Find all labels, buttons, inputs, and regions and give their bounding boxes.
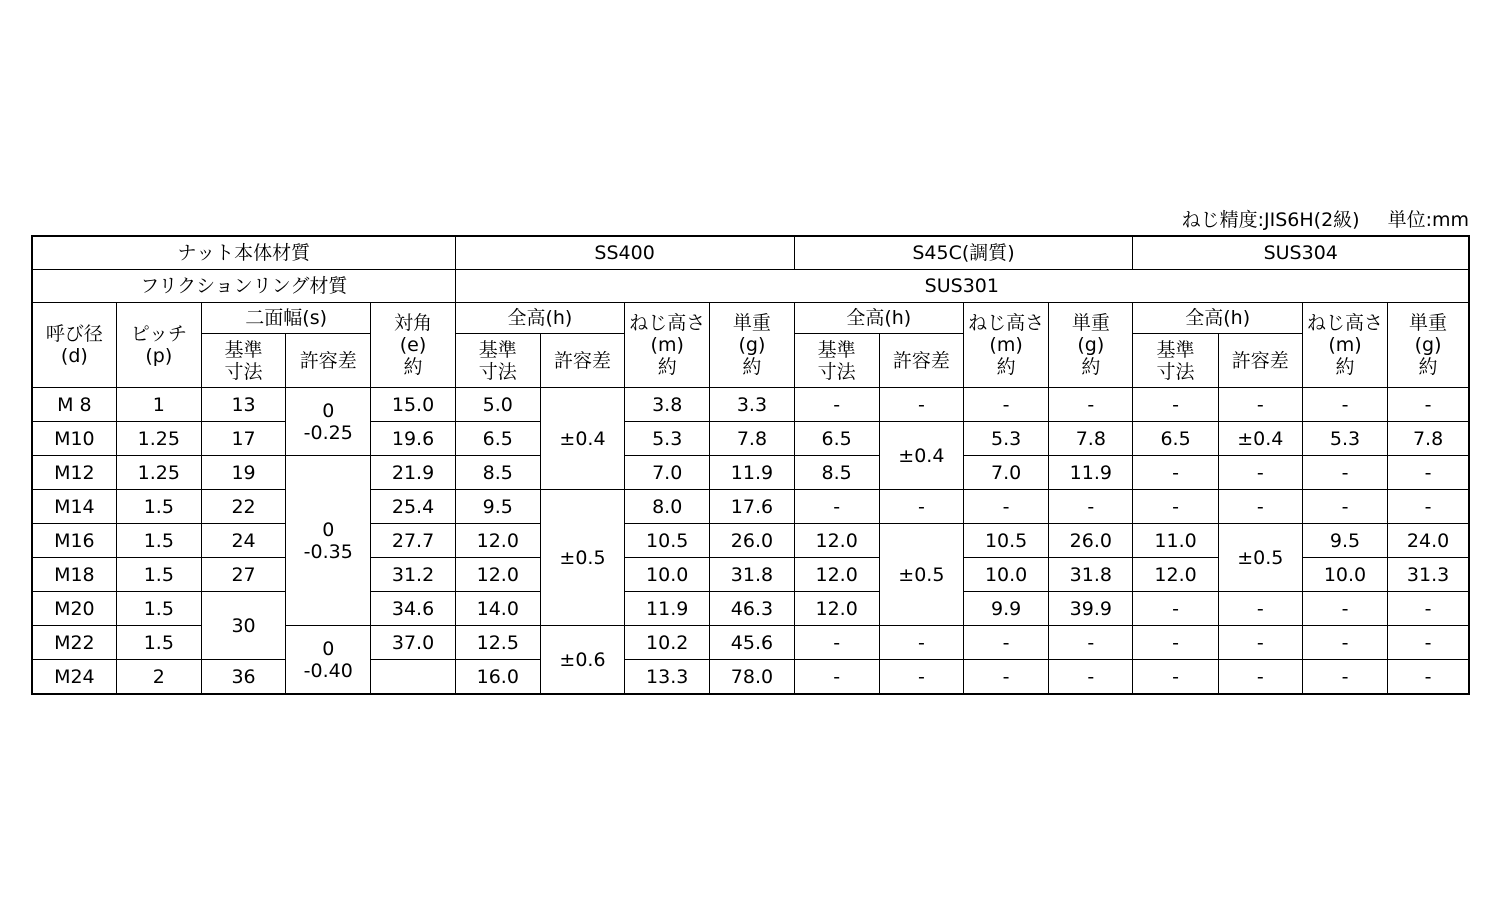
ss400-height-base-header: 基準 寸法: [455, 334, 540, 388]
ss400-height-cell: 6.5: [455, 422, 540, 456]
nominal-cell: M16: [32, 524, 116, 558]
ss400-thread-height-cell: 11.9: [625, 592, 710, 626]
ss400-height-cell: 12.0: [455, 524, 540, 558]
s45c-weight-cell: -: [1049, 660, 1133, 695]
sus304-height-tolerance-cell: ±0.4: [1218, 422, 1302, 456]
s45c-height-cell: -: [794, 626, 879, 660]
sus304-height-cell: -: [1133, 660, 1218, 695]
material-header-row: [32, 236, 1469, 270]
sus304-height-tolerance-cell: -: [1218, 660, 1302, 695]
ss400-height-tolerance-cell: ±0.6: [540, 626, 624, 695]
width-across-flats-header: 二面幅(s): [201, 303, 370, 334]
width-cell: 13: [201, 388, 285, 422]
nominal-diameter-header: 呼び径 (d): [32, 303, 116, 388]
sus304-thread-height-header: ねじ高さ (m) 約: [1302, 303, 1387, 388]
sus304-weight-cell: 31.3: [1388, 558, 1469, 592]
pitch-cell: 1.25: [116, 422, 201, 456]
ss400-height-cell: 12.5: [455, 626, 540, 660]
table-row: [32, 660, 1469, 695]
ss400-height-tolerance-cell: ±0.4: [540, 388, 624, 490]
column-header-row: [32, 303, 1469, 334]
ss400-weight-cell: 7.8: [710, 422, 794, 456]
ss400-weight-cell: 78.0: [710, 660, 794, 695]
ss400-weight-cell: 45.6: [710, 626, 794, 660]
material-ss400: SS400: [455, 236, 794, 270]
sus304-height-tolerance-cell: -: [1218, 388, 1302, 422]
s45c-height-cell: 8.5: [794, 456, 879, 490]
table-row: [32, 422, 1469, 456]
sus304-weight-cell: -: [1388, 626, 1469, 660]
s45c-thread-height-cell: -: [963, 388, 1048, 422]
width-tolerance-header: 許容差: [286, 334, 371, 388]
nominal-cell: M12: [32, 456, 116, 490]
s45c-height-cell: 6.5: [794, 422, 879, 456]
sus304-thread-height-cell: 9.5: [1302, 524, 1387, 558]
ss400-height-tolerance-header: 許容差: [540, 334, 624, 388]
s45c-weight-cell: 7.8: [1049, 422, 1133, 456]
s45c-thread-height-cell: -: [963, 626, 1048, 660]
friction-header-row: [32, 270, 1469, 303]
width-cell: 19: [201, 456, 285, 490]
thread-precision-note: ねじ精度:JIS6H(2級): [1181, 209, 1360, 231]
s45c-height-tolerance-cell: -: [879, 490, 963, 524]
diagonal-cell: 15.0: [371, 388, 455, 422]
sus304-height-tolerance-cell: ±0.5: [1218, 524, 1302, 592]
s45c-height-cell: 12.0: [794, 524, 879, 558]
table-row: [32, 456, 1469, 490]
ss400-thread-height-cell: 10.5: [625, 524, 710, 558]
s45c-height-tolerance-cell: -: [879, 626, 963, 660]
sus304-height-cell: 11.0: [1133, 524, 1218, 558]
pitch-cell: 1.25: [116, 456, 201, 490]
diagonal-cell: 21.9: [371, 456, 455, 490]
diagonal-cell: 25.4: [371, 490, 455, 524]
s45c-thread-height-cell: 10.0: [963, 558, 1048, 592]
s45c-weight-cell: 31.8: [1049, 558, 1133, 592]
pitch-cell: 1.5: [116, 592, 201, 626]
width-cell: 36: [201, 660, 285, 695]
ss400-thread-height-header: ねじ高さ (m) 約: [625, 303, 710, 388]
material-s45c: S45C(調質): [794, 236, 1133, 270]
nominal-cell: M18: [32, 558, 116, 592]
s45c-height-cell: 12.0: [794, 592, 879, 626]
sus304-thread-height-cell: 5.3: [1302, 422, 1387, 456]
pitch-cell: 2: [116, 660, 201, 695]
s45c-thread-height-cell: -: [963, 660, 1048, 695]
ss400-weight-cell: 31.8: [710, 558, 794, 592]
diagonal-cell: 37.0: [371, 626, 455, 660]
nominal-cell: M 8: [32, 388, 116, 422]
s45c-weight-cell: 39.9: [1049, 592, 1133, 626]
unit-note: 単位:mm: [1387, 209, 1469, 231]
sus304-thread-height-cell: -: [1302, 592, 1387, 626]
sus304-height-cell: -: [1133, 456, 1218, 490]
s45c-height-cell: -: [794, 660, 879, 695]
s45c-weight-header: 単重 (g) 約: [1049, 303, 1133, 388]
s45c-thread-height-cell: 9.9: [963, 592, 1048, 626]
friction-material-header: フリクションリング材質: [32, 270, 455, 303]
sus304-weight-cell: -: [1388, 456, 1469, 490]
width-tolerance-cell: 0 -0.25: [286, 388, 371, 456]
ss400-thread-height-cell: 5.3: [625, 422, 710, 456]
nut-spec-table: [31, 235, 1470, 695]
s45c-height-header: 全高(h): [794, 303, 963, 334]
ss400-height-cell: 14.0: [455, 592, 540, 626]
sus304-thread-height-cell: -: [1302, 660, 1387, 695]
pitch-cell: 1.5: [116, 524, 201, 558]
ss400-thread-height-cell: 10.2: [625, 626, 710, 660]
s45c-height-tolerance-cell: ±0.4: [879, 422, 963, 490]
width-cell: 17: [201, 422, 285, 456]
width-cell: 27: [201, 558, 285, 592]
ss400-thread-height-cell: 3.8: [625, 388, 710, 422]
ss400-height-tolerance-cell: ±0.5: [540, 490, 624, 626]
sus304-height-base-header: 基準 寸法: [1133, 334, 1218, 388]
s45c-weight-cell: -: [1049, 490, 1133, 524]
pitch-cell: 1: [116, 388, 201, 422]
nut-material-header: ナット本体材質: [32, 236, 455, 270]
diagonal-cell: 27.7: [371, 524, 455, 558]
sus304-thread-height-cell: 10.0: [1302, 558, 1387, 592]
sus304-height-tolerance-header: 許容差: [1218, 334, 1302, 388]
s45c-height-base-header: 基準 寸法: [794, 334, 879, 388]
material-sus304: SUS304: [1133, 236, 1469, 270]
nominal-cell: M14: [32, 490, 116, 524]
sus304-height-header: 全高(h): [1133, 303, 1302, 334]
ss400-thread-height-cell: 13.3: [625, 660, 710, 695]
pitch-header: ピッチ (p): [116, 303, 201, 388]
width-cell: 22: [201, 490, 285, 524]
sus304-height-tolerance-cell: -: [1218, 490, 1302, 524]
nominal-cell: M24: [32, 660, 116, 695]
spec-note: [1182, 205, 1469, 232]
sus304-height-tolerance-cell: -: [1218, 456, 1302, 490]
s45c-thread-height-cell: 7.0: [963, 456, 1048, 490]
sus304-height-cell: -: [1133, 592, 1218, 626]
pitch-cell: 1.5: [116, 626, 201, 660]
ss400-weight-cell: 11.9: [710, 456, 794, 490]
s45c-weight-cell: 11.9: [1049, 456, 1133, 490]
diagonal-cell: 31.2: [371, 558, 455, 592]
s45c-height-tolerance-cell: -: [879, 660, 963, 695]
sus304-weight-header: 単重 (g) 約: [1388, 303, 1469, 388]
s45c-weight-cell: -: [1049, 626, 1133, 660]
sus304-height-cell: -: [1133, 388, 1218, 422]
table-row: [32, 524, 1469, 558]
pitch-cell: 1.5: [116, 490, 201, 524]
ss400-thread-height-cell: 10.0: [625, 558, 710, 592]
sus304-weight-cell: -: [1388, 490, 1469, 524]
s45c-thread-height-cell: 5.3: [963, 422, 1048, 456]
ss400-height-cell: 9.5: [455, 490, 540, 524]
sus304-thread-height-cell: -: [1302, 626, 1387, 660]
ring-material-sus301: SUS301: [455, 270, 1469, 303]
s45c-height-cell: -: [794, 388, 879, 422]
sus304-thread-height-cell: -: [1302, 490, 1387, 524]
ss400-weight-header: 単重 (g) 約: [710, 303, 794, 388]
ss400-height-cell: 16.0: [455, 660, 540, 695]
sus304-thread-height-cell: -: [1302, 456, 1387, 490]
s45c-height-cell: 12.0: [794, 558, 879, 592]
sus304-weight-cell: -: [1388, 592, 1469, 626]
width-base-header: 基準 寸法: [201, 334, 285, 388]
sus304-height-tolerance-cell: -: [1218, 592, 1302, 626]
sus304-weight-cell: -: [1388, 388, 1469, 422]
s45c-height-tolerance-header: 許容差: [879, 334, 963, 388]
s45c-thread-height-cell: -: [963, 490, 1048, 524]
ss400-weight-cell: 26.0: [710, 524, 794, 558]
s45c-weight-cell: -: [1049, 388, 1133, 422]
ss400-thread-height-cell: 8.0: [625, 490, 710, 524]
sus304-height-cell: 6.5: [1133, 422, 1218, 456]
width-across-corners-header: 対角 (e) 約: [371, 303, 455, 388]
pitch-cell: 1.5: [116, 558, 201, 592]
width-tolerance-cell: 0 -0.40: [286, 626, 371, 695]
ss400-height-cell: 12.0: [455, 558, 540, 592]
s45c-height-tolerance-cell: ±0.5: [879, 524, 963, 626]
sus304-height-tolerance-cell: -: [1218, 626, 1302, 660]
sus304-weight-cell: -: [1388, 660, 1469, 695]
sus304-thread-height-cell: -: [1302, 388, 1387, 422]
ss400-weight-cell: 3.3: [710, 388, 794, 422]
diagonal-cell: [371, 660, 455, 695]
ss400-thread-height-cell: 7.0: [625, 456, 710, 490]
diagonal-cell: 19.6: [371, 422, 455, 456]
ss400-height-cell: 5.0: [455, 388, 540, 422]
sus304-weight-cell: 7.8: [1388, 422, 1469, 456]
ss400-height-header: 全高(h): [455, 303, 624, 334]
width-cell: 24: [201, 524, 285, 558]
sus304-height-cell: 12.0: [1133, 558, 1218, 592]
diagonal-cell: 34.6: [371, 592, 455, 626]
s45c-height-tolerance-cell: -: [879, 388, 963, 422]
table-row: [32, 592, 1469, 626]
nominal-cell: M20: [32, 592, 116, 626]
nominal-cell: M10: [32, 422, 116, 456]
s45c-thread-height-cell: 10.5: [963, 524, 1048, 558]
ss400-height-cell: 8.5: [455, 456, 540, 490]
sus304-weight-cell: 24.0: [1388, 524, 1469, 558]
nominal-cell: M22: [32, 626, 116, 660]
ss400-weight-cell: 17.6: [710, 490, 794, 524]
ss400-weight-cell: 46.3: [710, 592, 794, 626]
s45c-weight-cell: 26.0: [1049, 524, 1133, 558]
s45c-height-cell: -: [794, 490, 879, 524]
sus304-height-cell: -: [1133, 490, 1218, 524]
table-row: [32, 388, 1469, 422]
sus304-height-cell: -: [1133, 626, 1218, 660]
table-row: [32, 490, 1469, 524]
s45c-thread-height-header: ねじ高さ (m) 約: [963, 303, 1048, 388]
width-tolerance-cell: 0 -0.35: [286, 456, 371, 626]
width-cell: 30: [201, 592, 285, 660]
